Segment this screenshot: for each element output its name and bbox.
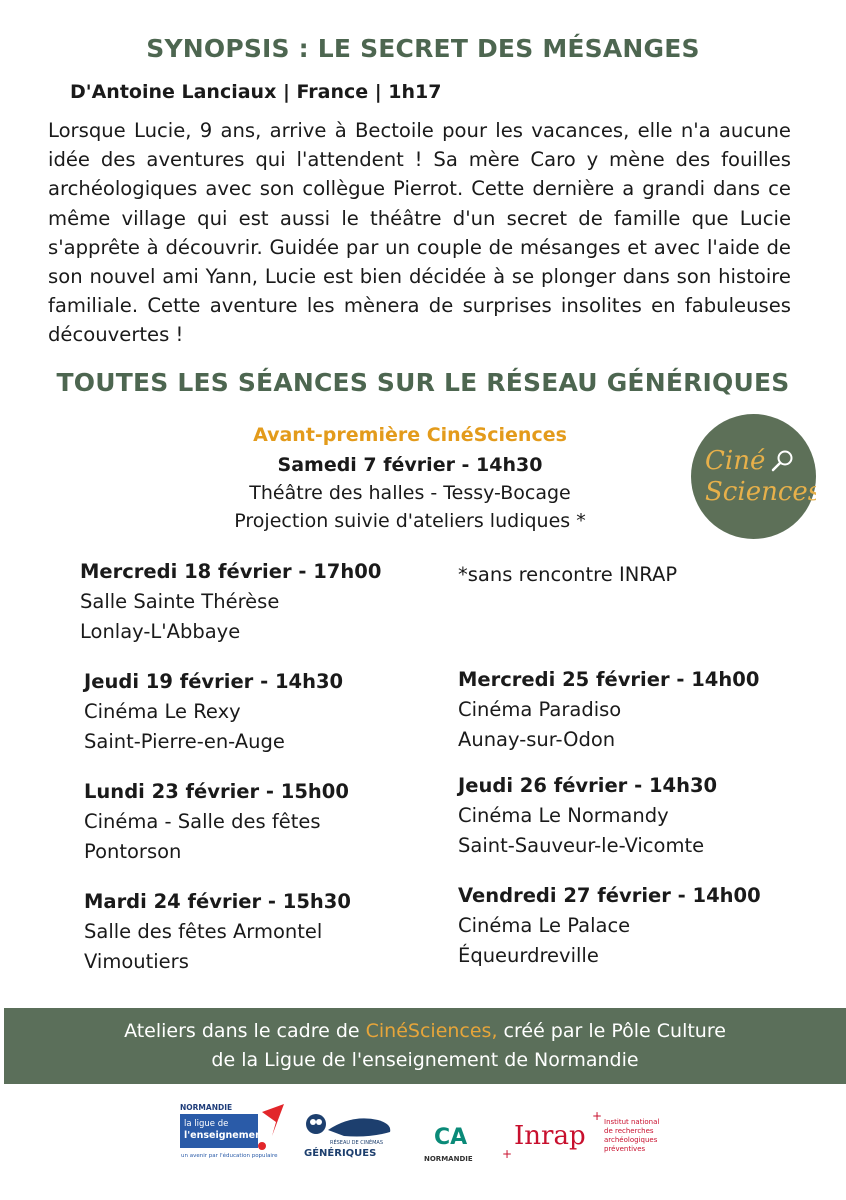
svg-text:archéologiques: archéologiques: [604, 1136, 658, 1144]
svg-text:Inrap: Inrap: [514, 1121, 586, 1151]
svg-text:la ligue de: la ligue de: [184, 1119, 229, 1129]
session-city: Équeurdreville: [458, 944, 599, 967]
workshops-banner: [4, 1008, 846, 1084]
session-date: Mercredi 25 février - 14h00: [458, 668, 760, 691]
banner-line2: de la Ligue de l'enseignement de Normandie: [211, 1049, 639, 1071]
session-item: [84, 887, 351, 977]
synopsis-title: SYNOPSIS : LE SECRET DES MÉSANGES: [146, 34, 700, 63]
svg-text:l'enseignement: l'enseignement: [184, 1130, 267, 1141]
avant-premiere-date: Samedi 7 février - 14h30: [277, 454, 543, 476]
session-city: Lonlay-L'Abbaye: [80, 620, 241, 643]
session-city: Saint-Sauveur-le-Vicomte: [458, 834, 705, 857]
svg-text:Institut national: Institut national: [604, 1118, 660, 1126]
session-city: Aunay-sur-Odon: [458, 728, 616, 751]
footnote: *sans rencontre INRAP: [458, 563, 678, 586]
generiques-logo: [300, 1108, 396, 1160]
svg-text:+: +: [592, 1110, 603, 1123]
session-city: Saint-Pierre-en-Auge: [84, 730, 285, 753]
cinesciences-logo: [691, 414, 816, 539]
svg-text:préventives: préventives: [604, 1145, 646, 1153]
svg-text:GÉNÉRIQUES: GÉNÉRIQUES: [304, 1148, 377, 1159]
svg-text:de recherches: de recherches: [604, 1127, 654, 1135]
session-date: Vendredi 27 février - 14h00: [458, 884, 761, 907]
session-date: Mercredi 18 février - 17h00: [80, 560, 382, 583]
avant-premiere-label: Avant-première CinéSciences: [253, 424, 567, 446]
session-venue: Cinéma - Salle des fêtes: [84, 810, 321, 833]
session-date: Mardi 24 février - 15h30: [84, 890, 351, 913]
banner-highlight: CinéSciences,: [365, 1020, 498, 1042]
svg-text:NORMANDIE: NORMANDIE: [424, 1155, 473, 1163]
avant-premiere-venue: Théâtre des halles - Tessy-Bocage: [249, 482, 571, 504]
session-venue: Salle Sainte Thérèse: [80, 590, 280, 613]
session-city: Pontorson: [84, 840, 182, 863]
session-venue: Cinéma Paradiso: [458, 698, 622, 721]
cinesciences-logo-line2: Sciences: [705, 477, 816, 507]
session-venue: Cinéma Le Normandy: [458, 804, 669, 827]
film-credits: D'Antoine Lanciaux | France | 1h17: [70, 81, 442, 103]
session-date: Jeudi 19 février - 14h30: [84, 670, 344, 693]
session-venue: Cinéma Le Palace: [458, 914, 631, 937]
session-item: [458, 771, 717, 861]
avant-premiere-note: Projection suivie d'ateliers ludiques *: [234, 510, 586, 532]
session-venue: Salle des fêtes Armontel: [84, 920, 323, 943]
session-item: [84, 777, 349, 867]
session-venue: Cinéma Le Rexy: [84, 700, 241, 723]
svg-text:RÉSEAU DE CINÉMAS: RÉSEAU DE CINÉMAS: [330, 1140, 384, 1146]
ligue-enseignement-logo: [180, 1102, 288, 1160]
session-item: [458, 881, 761, 971]
screenings-title: TOUTES LES SÉANCES SUR LE RÉSEAU GÉNÉRIQUES: [56, 368, 790, 397]
banner-text: Ateliers dans le cadre de: [124, 1020, 366, 1042]
cinesciences-logo-line1: Ciné: [705, 446, 766, 476]
session-item: [84, 667, 343, 757]
banner-text: créé par le Pôle Culture: [497, 1020, 726, 1042]
credit-agricole-logo: [420, 1114, 488, 1164]
banner-line1: [4, 1017, 846, 1046]
svg-text:NORMANDIE: NORMANDIE: [180, 1103, 233, 1112]
synopsis-text: Lorsque Lucie, 9 ans, arrive à Bectoile pour les vacances, elle n'a aucune idée des aventures qui l'attendent ! Sa mère Caro y mène des fouilles archéologiques avec son collègue Pierrot. Cette dernière a grandi dans ce même village qui est aussi le théâtre d'un secret de famille que Lucie s'apprête à découvrir. Guidée par un couple de mésanges et avec l'aide de son nouvel ami Yann, Lucie est bien décidée à se plonger dans son histoire familiale. Cette aventure les mènera de surprises insolites en fabuleuses découvertes !: [48, 119, 791, 347]
svg-text:CA: CA: [434, 1125, 468, 1150]
session-date: Lundi 23 février - 15h00: [84, 780, 349, 803]
session-item: [458, 665, 759, 755]
svg-text:un avenir par l'éducation popu: un avenir par l'éducation populaire: [181, 1153, 278, 1159]
session-item: [80, 557, 381, 647]
inrap-logo: [502, 1110, 672, 1162]
session-city: Vimoutiers: [84, 950, 189, 973]
svg-text:+: +: [502, 1147, 513, 1161]
session-date: Jeudi 26 février - 14h30: [458, 774, 718, 797]
